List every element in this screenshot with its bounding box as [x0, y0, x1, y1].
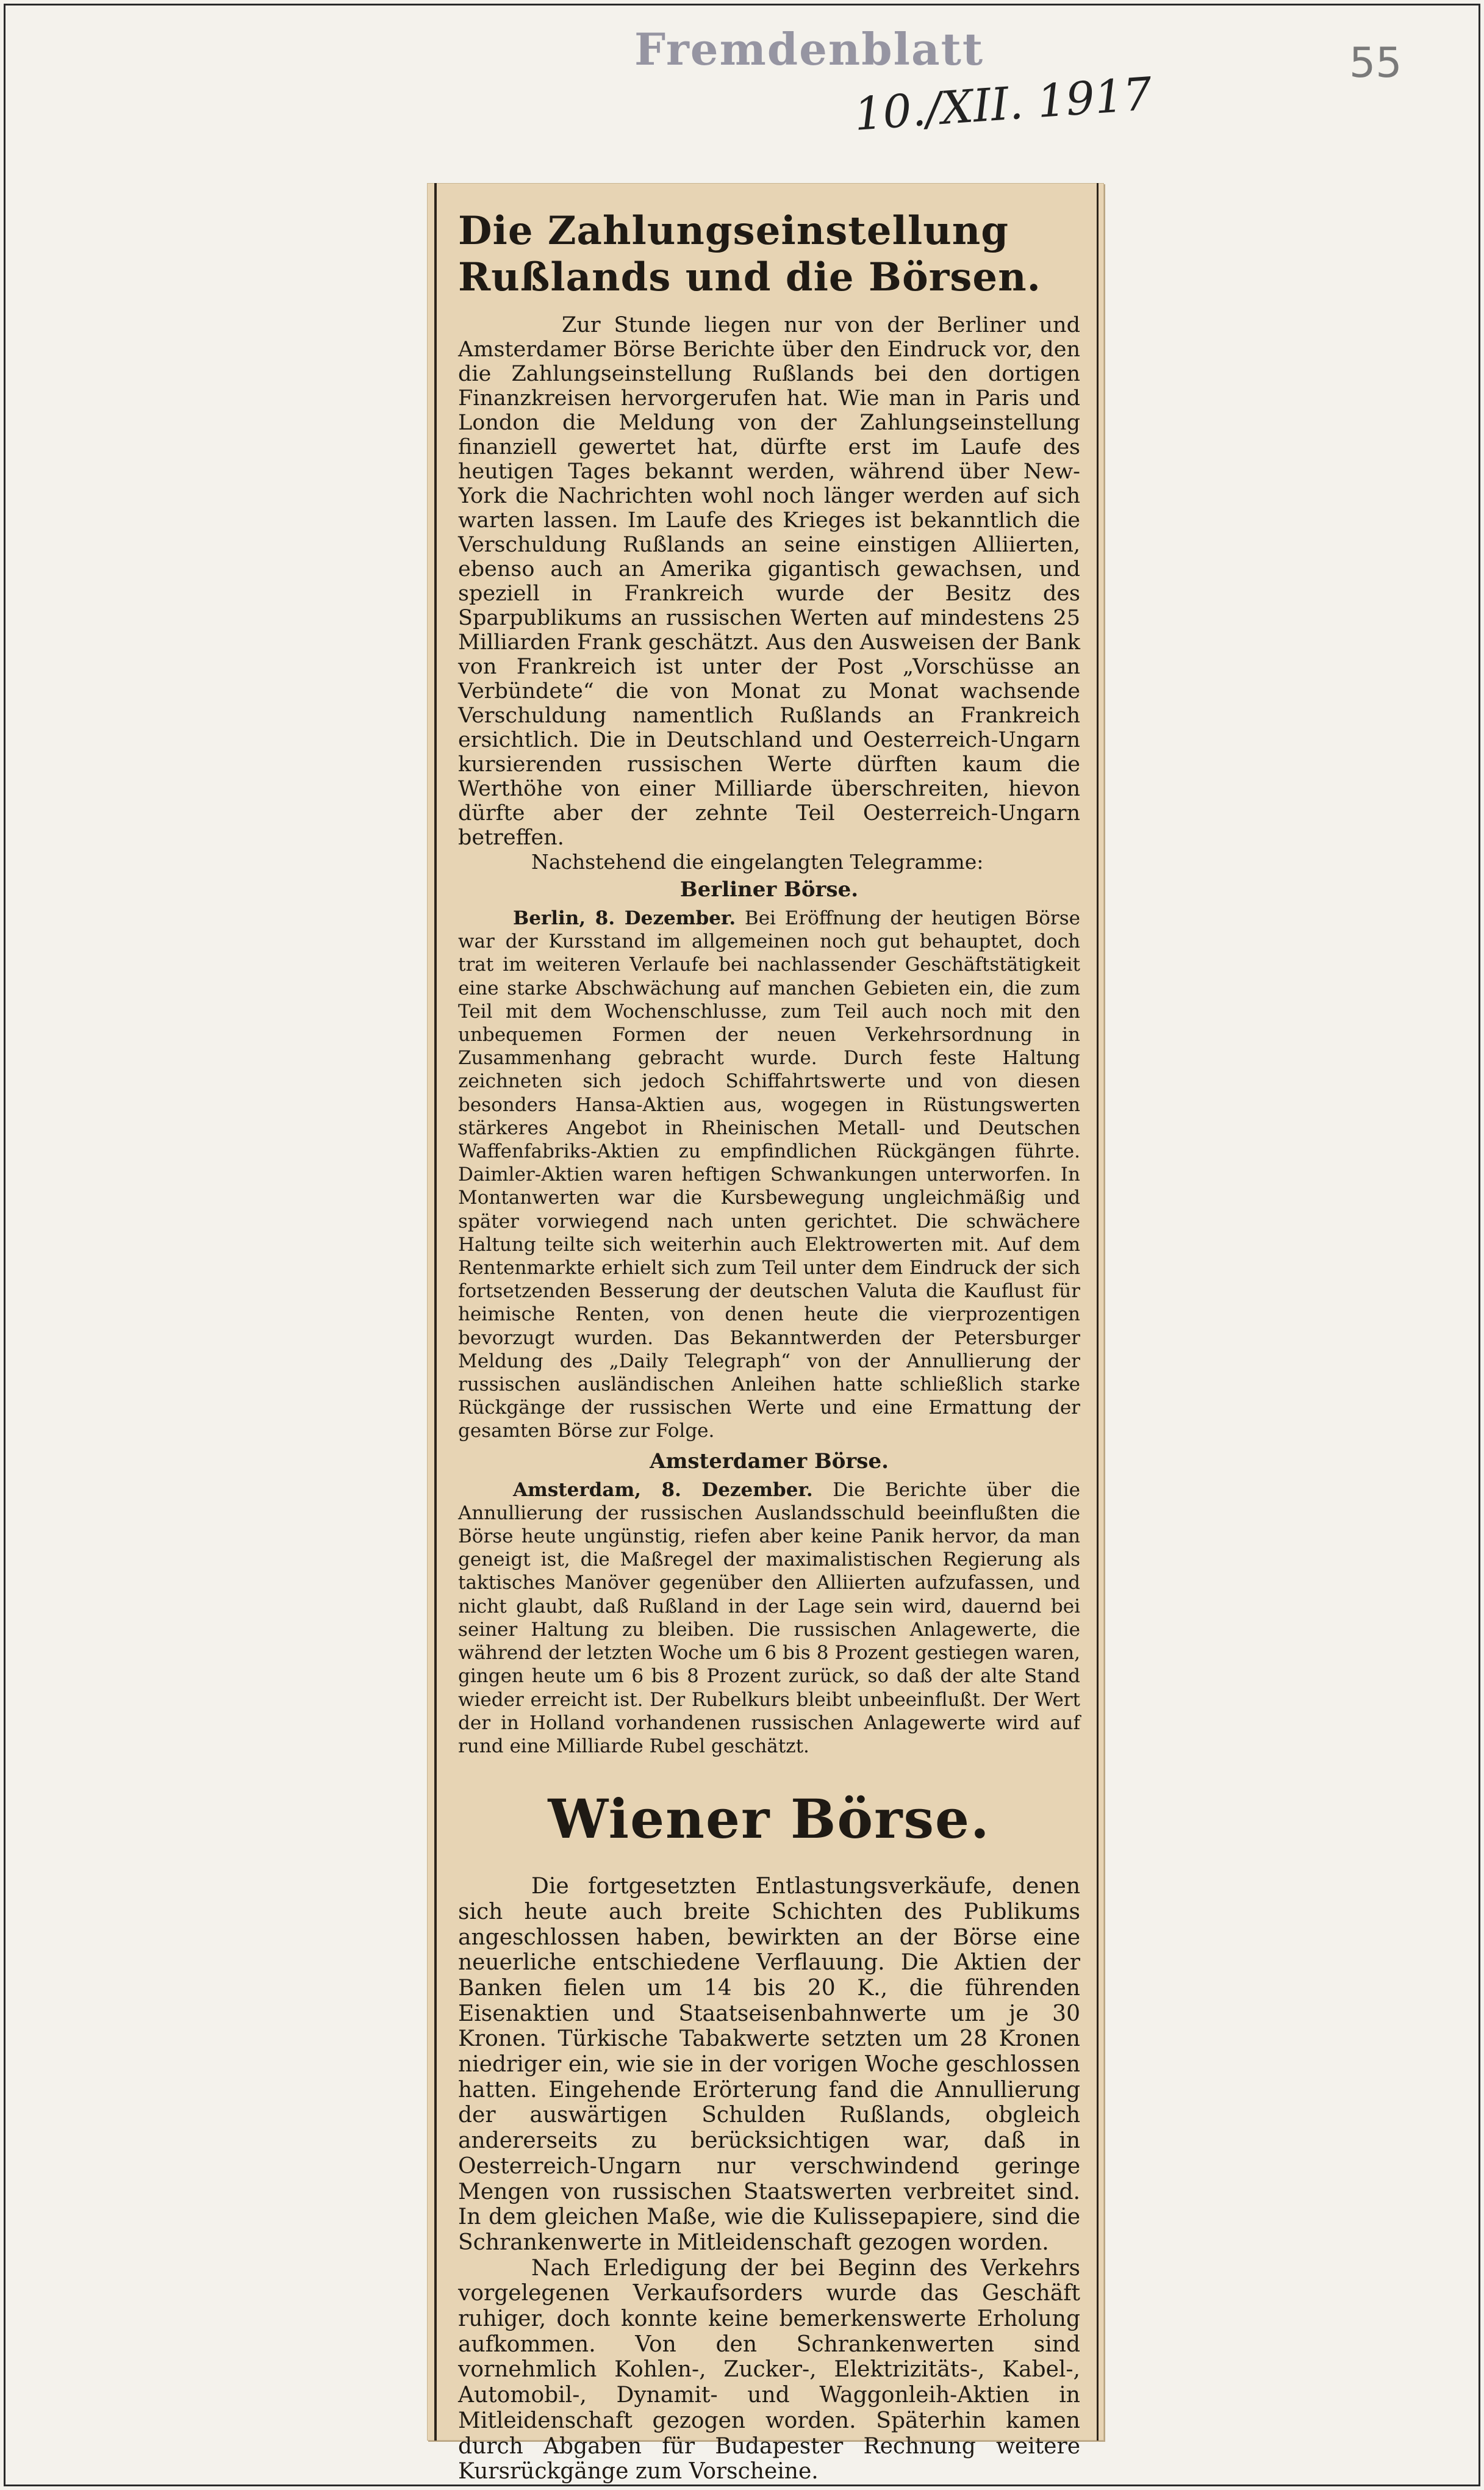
amsterdam-text: Die Berichte über die Annullierung der russischen Auslandsschuld beeinflußten die Börse heute ungünstig, riefen aber keine Panik hervor, da man geneigt ist, die Maßregel der maximalistischen Regierung als taktisches Manöver gegenüber den Alliierten aufzufassen, und nicht glaubt, daß Rußland in der Lage sein wird, dauernd bei seiner Haltung zu bleiben. Die russischen Anlagewerte, die während der letzten Woche um 6 bis 8 Prozent gestiegen waren, gingen heute um 6 bis 8 Prozent zurück, so daß der alte Stand wieder erreicht ist. Der Rubelkurs bleibt unbeeinflußt. Der Wert der in Holland vorhandenen russischen Anlagewerte wird auf rund eine Milliarde Rubel geschätzt.	[458, 1478, 1081, 1757]
telegram-intro: Nachstehend die eingelangten Telegramme:	[531, 850, 984, 874]
amsterdam-heading: Amsterdamer Börse.	[650, 1448, 889, 1473]
berlin-dispatch	[458, 907, 1080, 1443]
newspaper-stamp: Fremdenblatt	[634, 23, 984, 75]
article-intro: Zur Stunde liegen nur von der Berliner und Amsterdamer Börse Berichte über den Eindruck vor, den die Zahlungseinstellung Rußlands bei den dortigen Finanzkreisen hervorgerufen hat. Wie man in Paris und London die Meldung von der Zahlungseinstellung finanziell gewertet hat, dürfte erst im Laufe des heutigen Tages bekannt werden, während über New-York die Nachrichten wohl noch länger werden auf sich warten lassen. Im Laufe des Krieges ist bekanntlich die Verschuldung Rußlands an seine einstigen Alliierten, ebenso auch an Amerika gigantisch gewachsen, und speziell in Frankreich wurde der Besitz des Sparpublikums an russischen Werten auf mindestens 25 Milliarden Frank geschätzt. Aus den Ausweisen der Bank von Frankreich ist unter der Post „Vorschüsse an Verbündete“ die von Monat zu Monat wachsende Verschuldung namentlich Rußlands an Frankreich ersichtlich. Die in Deutschland und Oesterreich-Ungarn kursierenden russischen Werte dürften kaum die Werthöhe von einer Milliarde überschreiten, hievon dürfte aber der zehnte Teil Oesterreich-Ungarn betreffen.	[458, 313, 1080, 850]
amsterdam-dateline: Amsterdam, 8. Dezember.	[513, 1478, 813, 1501]
wiener-heading: Wiener Börse.	[548, 1787, 991, 1851]
berlin-text: Bei Eröffnung der heutigen Börse war der Kursstand im allgemeinen noch gut behauptet, doch trat im weiteren Verlaufe bei nachlassender Geschäftstätigkeit eine starke Abschwächung auf manchen Gebieten ein, die zum Teil mit dem Wochenschlusse, zum Teil auch noch mit den unbequemen Formen der neuen Verkehrsordnung in Zusammenhang gebracht wurde. Durch feste Haltung zeichneten sich jedoch Schiffahrtswerte und von diesen besonders Hansa-Aktien aus, wogegen in Rüstungswerten stärkeres Angebot in Rheinischen Metall- und Deutschen Waffenfabriks-Aktien zu empfindlichen Rückgängen führte. Daimler-Aktien waren heftigen Schwankungen unterworfen. In Montanwerten war die Kursbewegung ungleichmäßig und später vorwiegend nach unten gerichtet. Die schwächere Haltung teilte sich weiterhin auch Elektrowerten mit. Auf dem Rentenmarkte erhielt sich zum Teil unter dem Eindruck der sich fortsetzenden Besserung der deutschen Valuta die Kauflust für heimische Renten, von denen heute die vierprozentigen bevorzugt wurden. Das Bekanntwerden der Petersburger Meldung des „Daily Telegraph“ von der Annullierung der russischen ausländischen Anleihen hatte schließlich starke Rückgänge der russischen Werte und eine Ermattung der gesamten Börse zur Folge.	[458, 907, 1080, 1442]
article-headline: Die Zahlungseinstellung Rußlands und die Börsen.	[458, 208, 1041, 300]
amsterdam-dispatch	[458, 1478, 1080, 1758]
berlin-dateline: Berlin, 8. Dezember.	[513, 907, 736, 929]
handwritten-date: 10./XII. 1917	[852, 68, 1154, 141]
wiener-paragraph-1: Die fortgesetzten Entlastungsverkäufe, denen sich heute auch breite Schichten des Publikums angeschlossen haben, bewirkten an der Börse eine neuerliche entschiedene Verflauung. Die Aktien der Banken fielen um 14 bis 20 K., die führenden Eisenaktien und Staatseisenbahnwerte um je 30 Kronen. Türkische Tabakwerte setzten um 28 Kronen niedriger ein, wie sie in der vorigen Woche geschlossen hatten. Eingehende Erörterung fand die Annullierung der auswärtigen Schulden Rußlands, obgleich andererseits zu berücksichtigen war, daß in Oesterreich-Ungarn nur verschwindend geringe Mengen von russischen Staatswerten verbreitet sind. In dem gleichen Maße, wie die Kulissepapiere, sind die Schrankenwerte in Mitleidenschaft gezogen worden.	[458, 1874, 1080, 2255]
clipping-right-rule	[1097, 183, 1099, 2441]
wiener-paragraph-2: Nach Erledigung der bei Beginn des Verkehrs vorgelegenen Verkaufsorders wurde das Geschäft ruhiger, doch konnte keine bemerkenswerte Erholung aufkommen. Von den Schrankenwerten sind vornehmlich Kohlen-, Zucker-, Elektrizitäts-, Kabel-, Automobil-, Dynamit- und Waggonleih-Aktien in Mitleidenschaft gezogen worden. Späterhin kamen durch Abgaben für Budapester Rechnung weitere Kursrückgänge zum Vorscheine.	[458, 2255, 1080, 2485]
newspaper-clipping	[427, 183, 1104, 2485]
clipping-left-rule	[434, 183, 437, 2441]
page-number: 55	[1349, 39, 1402, 87]
berlin-heading: Berliner Börse.	[679, 877, 859, 902]
